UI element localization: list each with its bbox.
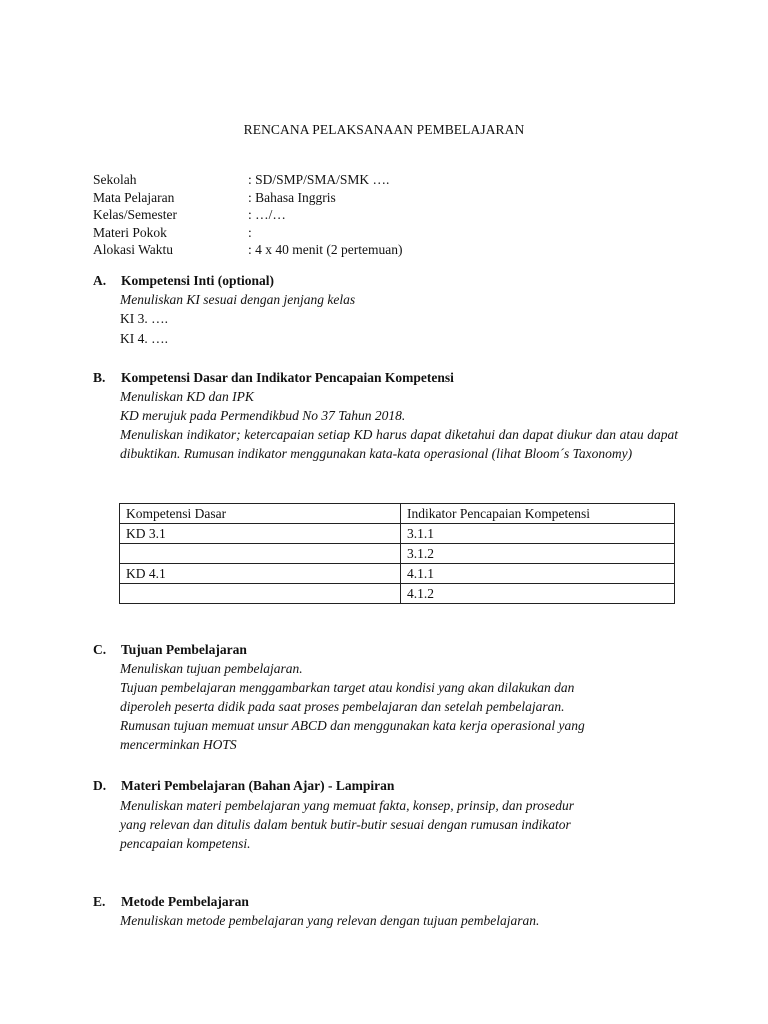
table-header-row — [120, 504, 675, 524]
instruction-line: pencapaian kompetensi. — [120, 836, 251, 851]
section-body — [93, 387, 678, 463]
table-cell: 4.1.2 — [401, 584, 675, 604]
meta-value: : …/… — [248, 207, 286, 222]
meta-label: Kelas/Semester — [93, 207, 177, 222]
section-body — [93, 795, 678, 853]
instruction-line: Menuliskan tujuan pembelajaran. — [120, 661, 303, 676]
meta-block — [93, 171, 402, 259]
section-body — [93, 290, 678, 348]
section-heading — [93, 271, 678, 290]
meta-value: : SD/SMP/SMA/SMK …. — [248, 172, 390, 187]
meta-value: : — [248, 224, 252, 240]
meta-row-mata-pelajaran — [93, 189, 402, 207]
section-title: Tujuan Pembelajaran — [121, 642, 247, 657]
section-title: Metode Pembelajaran — [121, 894, 249, 909]
ki-3-line: KI 3. …. — [120, 311, 168, 326]
section-heading — [93, 892, 678, 911]
section-c — [93, 640, 678, 754]
instruction-line: mencerminkan HOTS — [120, 737, 237, 752]
kd-ipk-table — [119, 503, 675, 604]
section-title: Materi Pembelajaran (Bahan Ajar) - Lampiran — [121, 778, 395, 793]
table-header-cell: Kompetensi Dasar — [120, 504, 401, 524]
section-title: Kompetensi Inti (optional) — [121, 273, 275, 288]
section-d — [93, 776, 678, 853]
table-cell — [120, 584, 401, 604]
table-row — [120, 584, 675, 604]
section-b — [93, 368, 678, 463]
table-row — [120, 544, 675, 564]
table-row — [120, 564, 675, 584]
meta-row-sekolah — [93, 171, 402, 189]
meta-row-alokasi-waktu — [93, 241, 402, 259]
table-cell: 4.1.1 — [401, 564, 675, 584]
section-e — [93, 892, 678, 930]
meta-value: : 4 x 40 menit (2 pertemuan) — [248, 242, 403, 257]
table-cell: 3.1.1 — [401, 524, 675, 544]
instruction-line: diperoleh peserta didik pada saat proses pembelajaran dan setelah pembelajaran. — [120, 699, 565, 714]
meta-label: Sekolah — [93, 172, 137, 187]
instruction-line: Menuliskan metode pembelajaran yang relevan dengan tujuan pembelajaran. — [120, 913, 540, 928]
table-cell: KD 4.1 — [120, 564, 401, 584]
section-heading — [93, 776, 678, 795]
table-row — [120, 524, 675, 544]
table-cell — [120, 544, 401, 564]
document-title: RENCANA PELAKSANAAN PEMBELAJARAN — [243, 122, 525, 137]
meta-row-materi-pokok — [93, 224, 402, 242]
instruction-paragraph: Menuliskan indikator; ketercapaian setiap KD harus dapat diketahui dan dapat diukur dan atau dapat dibuktikan. Rumusan indikator menggunakan kata-kata operasional (lihat Bloom´s Taxonomy) — [120, 427, 678, 461]
instruction-line: Tujuan pembelajaran menggambarkan target atau kondisi yang akan dilakukan dan — [120, 680, 575, 695]
instruction-line: Rumusan tujuan memuat unsur ABCD dan menggunakan kata kerja operasional yang — [120, 718, 585, 733]
section-heading — [93, 368, 678, 387]
section-heading — [93, 640, 678, 659]
section-body — [93, 911, 678, 930]
meta-value: : Bahasa Inggris — [248, 189, 336, 205]
instruction-line: Menuliskan KD dan IPK — [120, 389, 254, 404]
section-title: Kompetensi Dasar dan Indikator Pencapaian Kompetensi — [121, 370, 454, 385]
meta-label: Mata Pelajaran — [93, 189, 175, 205]
table-cell: KD 3.1 — [120, 524, 401, 544]
ki-4-line: KI 4. …. — [120, 331, 168, 346]
section-letter: A. — [93, 273, 107, 288]
section-letter: C. — [93, 642, 107, 657]
instruction-line: Menuliskan materi pembelajaran yang memuat fakta, konsep, prinsip, dan prosedur — [120, 798, 574, 813]
meta-label: Materi Pokok — [93, 224, 167, 240]
table-header-cell: Indikator Pencapaian Kompetensi — [401, 504, 675, 524]
section-body — [93, 659, 678, 754]
instruction-line: KD merujuk pada Permendikbud No 37 Tahun 2018. — [120, 408, 406, 423]
section-letter: E. — [93, 894, 106, 909]
meta-row-kelas-semester — [93, 206, 402, 224]
instruction-line: yang relevan dan ditulis dalam bentuk butir-butir sesuai dengan rumusan indikator — [120, 817, 571, 832]
section-letter: D. — [93, 778, 107, 793]
section-letter: B. — [93, 370, 106, 385]
section-a — [93, 271, 678, 348]
table-cell: 3.1.2 — [401, 544, 675, 564]
instruction-line: Menuliskan KI sesuai dengan jenjang kelas — [120, 292, 356, 307]
meta-label: Alokasi Waktu — [93, 242, 174, 257]
